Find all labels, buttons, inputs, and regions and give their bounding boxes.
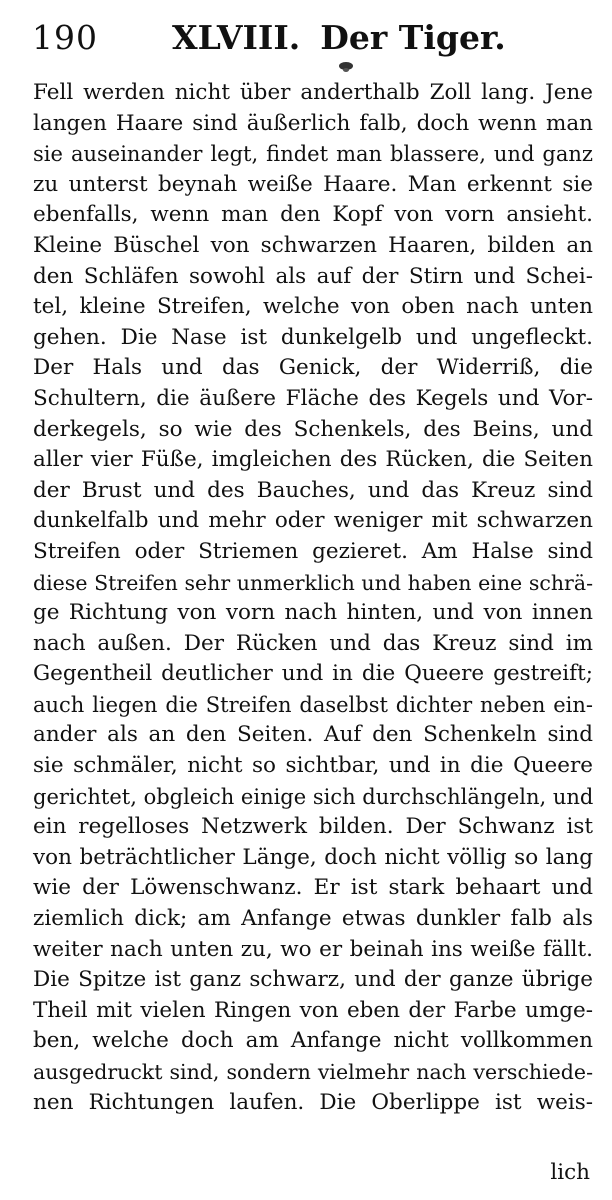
text-line: weiter nach unten zu, wo er beinah ins weiße fällt.: [33, 936, 593, 962]
text-line: ziemlich dick; am Anfange etwas dunkler falb als: [33, 906, 593, 932]
catchword: lich: [550, 1160, 590, 1185]
text-line: Die Spitze ist ganz schwarz, und der ganze übrige: [33, 967, 593, 993]
text-line: den Schläfen sowohl als auf der Stirn und Schei-: [33, 263, 593, 289]
text-line: derkegels, so wie des Schenkels, des Beins, und: [33, 416, 593, 442]
text-line: der Brust und des Bauches, und das Kreuz sind: [33, 477, 593, 503]
text-line: Fell werden nicht über anderthalb Zoll lang. Jene: [33, 80, 593, 105]
text-line: Theil mit vielen Ringen von eben der Farbe umge-: [33, 997, 593, 1023]
text-line: gerichtet, obgleich einige sich durchschlängeln, und: [33, 784, 594, 809]
chapter-numeral: XLVIII.: [172, 18, 301, 57]
page-number: 190: [32, 18, 98, 57]
text-line: nen Richtungen laufen. Die Oberlippe ist weis-: [33, 1089, 593, 1115]
text-line: Kleine Büschel von schwarzen Haaren, bilden an: [33, 232, 593, 258]
text-line: Schultern, die äußere Fläche des Kegels und Vor-: [33, 385, 593, 411]
body-text: [33, 78, 593, 1118]
text-line: gehen. Die Nase ist dunkelgelb und ungefleckt.: [33, 324, 593, 350]
text-line: auch liegen die Streifen daselbst dichter neben ein-: [33, 692, 593, 717]
chapter-heading: [172, 18, 506, 58]
text-line: Streifen oder Striemen gezieret. Am Halse sind: [33, 538, 593, 564]
text-line: von beträchtlicher Länge, doch nicht völlig so lang: [33, 844, 593, 870]
text-line: wie der Löwenschwanz. Er ist stark behaart und: [33, 875, 593, 901]
text-line: ausgedruckt sind, sondern vielmehr nach verschiede-: [33, 1060, 593, 1084]
text-line: langen Haare sind äußerlich falb, doch wenn man: [33, 110, 593, 136]
chapter-title: Der Tiger.: [320, 18, 506, 57]
running-header: [32, 14, 587, 64]
text-line: zu unterst beynah weiße Haare. Man erkennt sie: [33, 171, 593, 197]
text-line: Der Hals und das Genick, der Widerriß, die: [33, 355, 593, 381]
text-line: dunkelfalb und mehr oder weniger mit schwarzen: [33, 508, 593, 534]
text-line: nach außen. Der Rücken und das Kreuz sind im: [33, 630, 593, 656]
text-line: Gegentheil deutlicher und in die Queere gestreift;: [33, 661, 593, 687]
text-line: ben, welche doch am Anfange nicht vollkommen: [33, 1028, 593, 1054]
text-line: ander als an den Seiten. Auf den Schenkeln sind: [33, 722, 593, 748]
text-line: ge Richtung von vorn nach hinten, und von innen: [33, 600, 593, 626]
text-line: ebenfalls, wenn man den Kopf von vorn ansieht.: [33, 202, 593, 228]
text-line: diese Streifen sehr unmerklich und haben eine schrä-: [33, 570, 593, 595]
text-line: sie auseinander legt, findet man blassere, und ganz: [33, 142, 593, 167]
text-line: aller vier Füße, imgleichen des Rücken, die Seiten: [33, 447, 593, 473]
text-line: ein regelloses Netzwerk bilden. Der Schwanz ist: [33, 814, 593, 840]
text-line: tel, kleine Streifen, welche von oben nach unten: [33, 294, 593, 320]
printer-ornament-icon: [339, 62, 353, 70]
text-line: sie schmäler, nicht so sichtbar, und in die Queere: [33, 753, 593, 779]
